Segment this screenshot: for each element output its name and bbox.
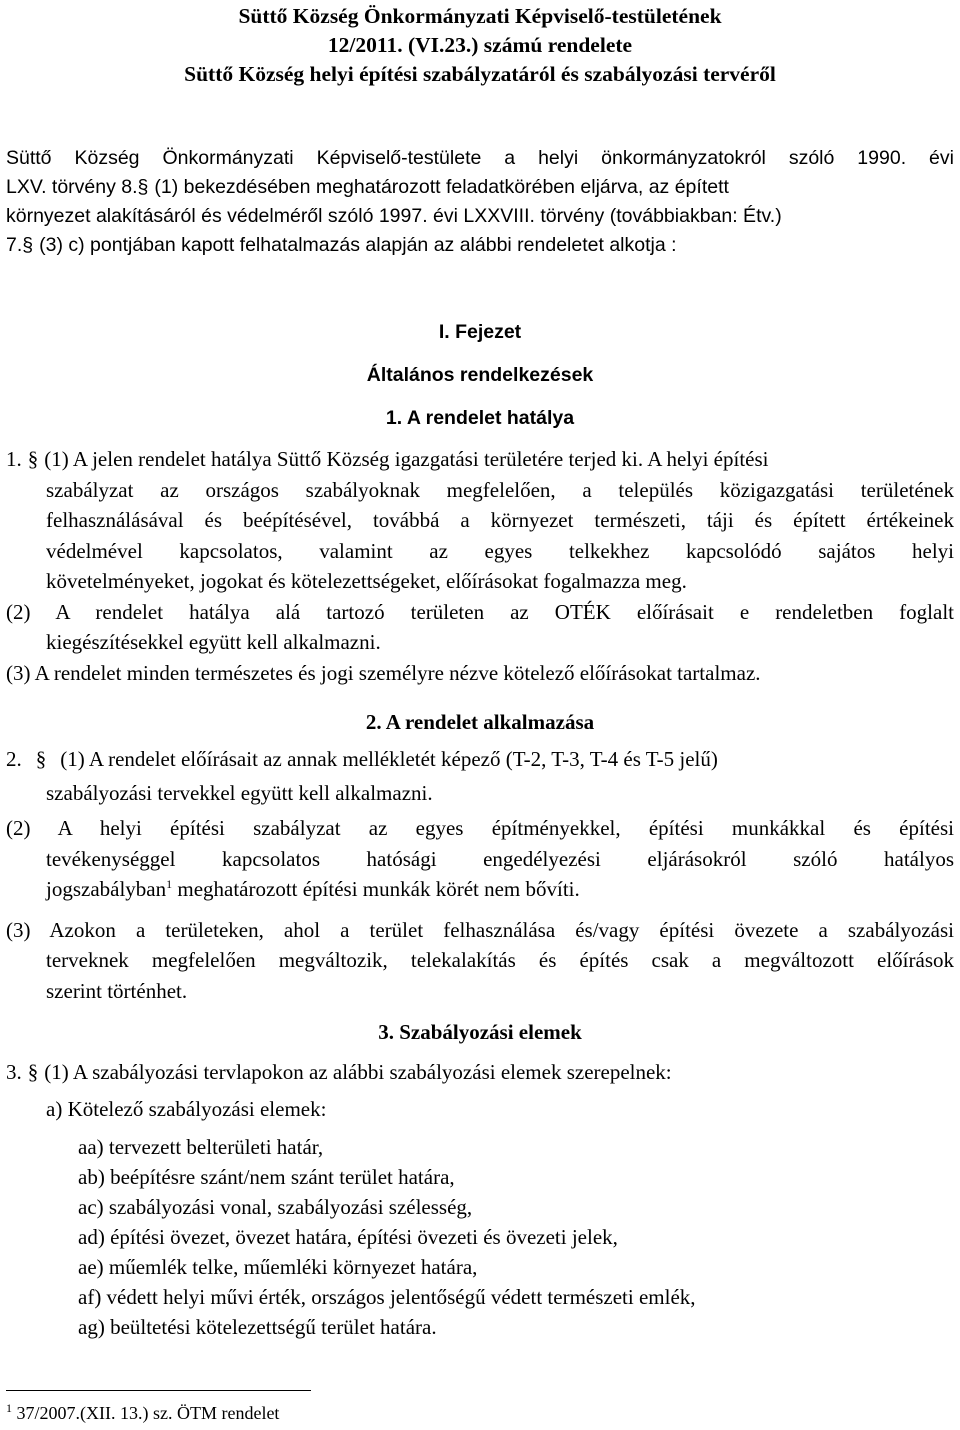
- section-2-jogszabaly: jogszabályban: [46, 877, 167, 901]
- preamble-line-3: környezet alakításáról és védelméről szóló 1997. évi LXXVIII. törvény (továbbiakban: Étv.): [6, 205, 782, 227]
- paragraph-symbol: §: [35, 747, 47, 771]
- list-item: ac) szabályozási vonal, szabályozási szélesség,: [78, 1195, 473, 1219]
- paragraph-symbol: §: [137, 176, 149, 198]
- preamble-line-1: Süttő Község Önkormányzati Képviselő-testülete a helyi önkormányzatokról szóló 1990. évi: [6, 147, 954, 169]
- section-1-para-1-line-1: [6, 446, 954, 473]
- footnote-separator: [6, 1390, 311, 1391]
- section-2-para-2-line-2: tevékenységgel kapcsolatos hatósági engedélyezési eljárásokról szóló hatályos: [46, 847, 954, 871]
- section-3-subheading-a: a) Kötelező szabályozási elemek:: [46, 1097, 327, 1121]
- preamble-law-ref: LXV. törvény 8.: [6, 176, 138, 198]
- section-1-para-1-line-5: követelményeket, jogokat és kötelezettségeket, előírásokat fogalmazza meg.: [46, 569, 687, 593]
- section-2-number: 2.: [6, 747, 22, 771]
- document-title-line-2: 12/2011. (VI.23.) számú rendelete: [327, 33, 633, 57]
- section-1-para-1-line-4: védelmével kapcsolatos, valamint az egyes telkekhez kapcsolódó sajátos helyi: [46, 539, 954, 563]
- section-2-para-1-line-2: szabályozási tervekkel együtt kell alkalmazni.: [46, 781, 433, 805]
- paragraph-symbol: §: [22, 234, 34, 256]
- section-2-para-3-line-2: terveknek megfelelően megváltozik, telekalakítás és építés csak a megváltozott előírások: [46, 948, 954, 972]
- section-1-number: 1.: [6, 447, 22, 471]
- list-item: aa) tervezett belterületi határ,: [78, 1135, 324, 1159]
- footnote-text: 37/2007.(XII. 13.) sz. ÖTM rendelet: [16, 1403, 280, 1423]
- section-2-line-1-text: (1) A rendelet előírásait az annak mellékletét képező (T-2, T-3, T-4 és T-5 jelű): [60, 747, 718, 771]
- document-title-line-1: Süttő Község Önkormányzati Képviselő-testületének: [238, 4, 722, 28]
- section-2-para-3-line-3: szerint történhet.: [46, 979, 188, 1003]
- section-1-para-2-line-1: (2) A rendelet hatálya alá tartozó területen az OTÉK előírásait e rendeletben foglalt: [6, 600, 954, 624]
- section-1-heading: 1. A rendelet hatálya: [385, 407, 575, 429]
- footnote-mark: 1: [6, 1401, 12, 1415]
- chapter-number: I. Fejezet: [438, 321, 522, 343]
- paragraph-symbol: §: [27, 447, 39, 471]
- section-1-para-3: (3) A rendelet minden természetes és jogi személyre nézve kötelező előírásokat tartalmaz.: [6, 661, 761, 685]
- section-2-heading: 2. A rendelet alkalmazása: [365, 710, 595, 734]
- section-1-para-1-line-3: felhasználásával és beépítésével, továbbá a környezet természeti, táji és épített értékeinek: [46, 508, 954, 532]
- preamble-line-4-text: (3) c) pontjában kapott felhatalmazás alapján az alábbi rendeletet alkotja :: [39, 234, 677, 256]
- section-3-heading: 3. Szabályozási elemek: [378, 1020, 582, 1044]
- footnote-reference: 1: [166, 877, 173, 891]
- document-title-line-3: Süttő Község helyi építési szabályzatáról és szabályozási tervéről: [184, 62, 776, 86]
- section-2-para-3-line-1: (3) Azokon a területeken, ahol a terület felhasználása és/vagy építési övezete a szabályozási: [6, 918, 954, 942]
- preamble-law-ref-2: 7.: [6, 234, 23, 256]
- list-item: ad) építési övezet, övezet határa, építési övezeti és övezeti jelek,: [78, 1225, 618, 1249]
- footnote: [6, 1402, 279, 1424]
- section-2-para-1-line-1: [6, 746, 954, 773]
- section-2-para-2-line-1: (2) A helyi építési szabályzat az egyes építményekkel, építési munkákkal és építési: [6, 816, 954, 840]
- list-item: ag) beültetési kötelezettségű terület határa.: [78, 1315, 437, 1339]
- list-item: ae) műemlék telke, műemléki környezet határa,: [78, 1255, 478, 1279]
- preamble-line-2-text: (1) bekezdésében meghatározott feladatkörében eljárva, az épített: [154, 176, 729, 198]
- section-2-line-3-text: meghatározott építési munkák körét nem bővíti.: [172, 877, 580, 901]
- section-1-para-1-line-2: szabályzat az országos szabályoknak megfelelően, a település közigazgatási területének: [46, 478, 954, 502]
- section-3-para-1-line-1: [6, 1059, 954, 1086]
- list-item: af) védett helyi művi érték, országos jelentőségű védett természeti emlék,: [78, 1285, 696, 1309]
- preamble-line-4: [6, 232, 954, 259]
- chapter-title: Általános rendelkezések: [366, 364, 594, 386]
- section-1-para-2-line-2: kiegészítésekkel együtt kell alkalmazni.: [46, 630, 381, 654]
- section-1-line-1-text: (1) A jelen rendelet hatálya Süttő Község igazgatási területére terjed ki. A helyi építési: [44, 447, 769, 471]
- section-3-line-1-text: (1) A szabályozási tervlapokon az alábbi szabályozási elemek szerepelnek:: [44, 1060, 672, 1084]
- section-2-para-2-line-3: [46, 876, 954, 903]
- list-item: ab) beépítésre szánt/nem szánt terület határa,: [78, 1165, 455, 1189]
- paragraph-symbol: §: [27, 1060, 39, 1084]
- section-3-number: 3.: [6, 1060, 22, 1084]
- preamble-line-2: [6, 174, 954, 201]
